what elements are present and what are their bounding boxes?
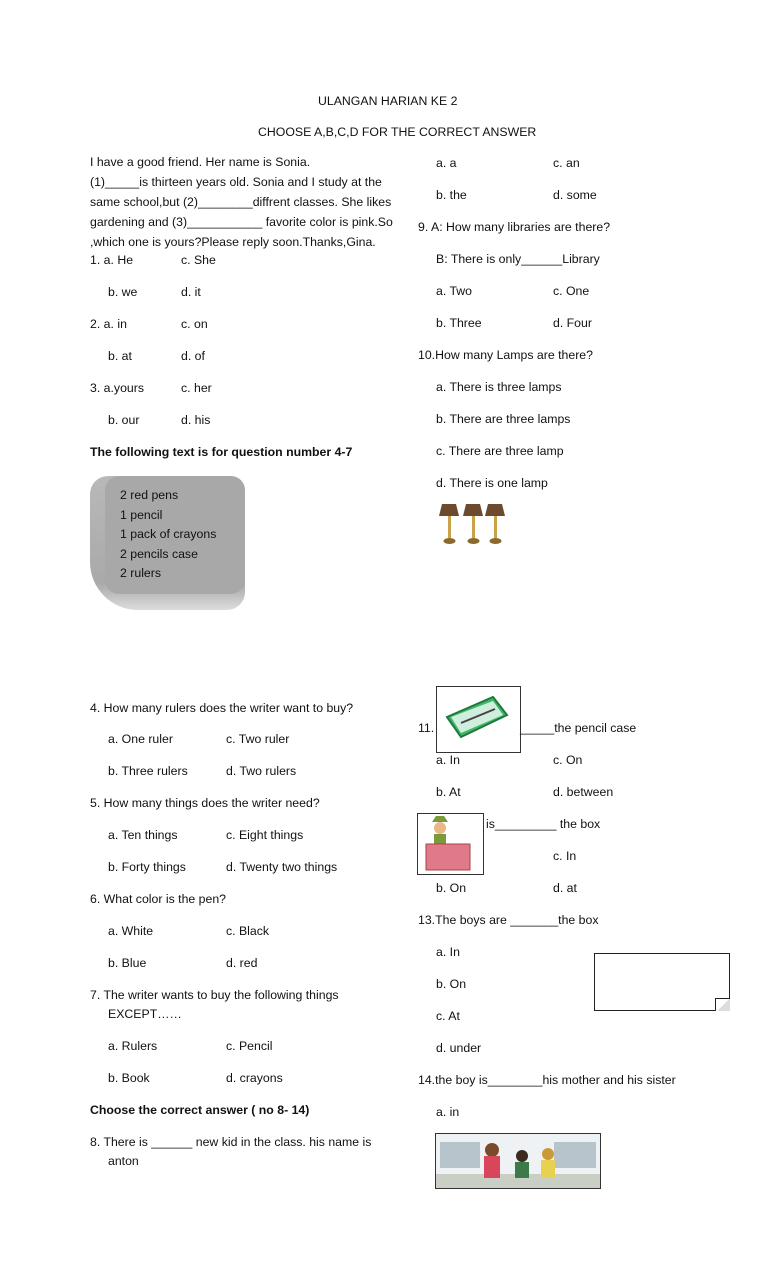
q6-option-a: a. White (108, 924, 154, 938)
q7-option-d: d. crayons (226, 1071, 283, 1085)
q7-option-a: a. Rulers (108, 1039, 158, 1053)
q7-question-cont: EXCEPT…… (108, 1007, 182, 1021)
q5-option-b: b. Forty things (108, 860, 186, 874)
q9-question: 9. A: How many libraries are there? (418, 220, 611, 234)
passage-line: (1)_____is thirteen years old. Sonia and I study at the (90, 175, 382, 189)
lamp-icon (439, 504, 459, 544)
q8-option-c: c. an (553, 156, 580, 170)
q10-option-d: d. There is one lamp (436, 476, 548, 490)
q6-option-d: d. red (226, 956, 258, 970)
note-box (594, 953, 730, 1011)
q10-option-b: b. There are three lamps (436, 412, 571, 426)
q4-option-a: a. One ruler (108, 732, 173, 746)
passage-line: I have a good friend. Her name is Sonia. (90, 155, 311, 169)
q6-question: 6. What color is the pen? (90, 892, 227, 906)
q1-option-b: b. we (108, 285, 138, 299)
list-item: 2 rulers (120, 566, 162, 580)
q10-question: 10.How many Lamps are there? (418, 348, 593, 362)
q8-option-b: b. the (436, 188, 467, 202)
q5-question: 5. How many things does the writer need? (90, 796, 320, 810)
list-item: 2 pencils case (120, 547, 198, 561)
q11-number: 11. (418, 721, 435, 735)
pencil-case-image (436, 686, 521, 753)
q3-option-c: c. her (181, 381, 212, 395)
lamp-icon (463, 504, 483, 544)
q2-option-b: b. at (108, 349, 132, 363)
q12-option-d: d. at (553, 881, 577, 895)
q9-answer-line: B: There is only______Library (436, 252, 600, 266)
q3-option-a: 3. a.yours (90, 381, 144, 395)
lamps-image (436, 502, 508, 546)
q4-question: 4. How many rulers does the writer want to buy? (90, 701, 354, 715)
q12-question: is_________ the box (486, 817, 601, 831)
q3-option-b: b. our (108, 413, 140, 427)
q5-option-d: d. Twenty two things (226, 860, 338, 874)
q9-option-d: d. Four (553, 316, 592, 330)
list-item: 1 pack of crayons (120, 527, 217, 541)
q11-question: _____the pencil case (520, 721, 637, 735)
list-item: 1 pencil (120, 508, 163, 522)
q2-option-d: d. of (181, 349, 205, 363)
q13-option-b: b. On (436, 977, 467, 991)
q7-question: 7. The writer wants to buy the following things (90, 988, 339, 1002)
lamp-icon (485, 504, 505, 544)
q4-option-d: d. Two rulers (226, 764, 297, 778)
q11-option-a: a. In (436, 753, 460, 767)
q7-option-b: b. Book (108, 1071, 150, 1085)
q8-option-a: a. a (436, 156, 457, 170)
q3-option-d: d. his (181, 413, 211, 427)
q4-option-b: b. Three rulers (108, 764, 188, 778)
q11-option-b: b. At (436, 785, 461, 799)
q1-option-a: 1. a. He (90, 253, 134, 267)
q2-option-c: c. on (181, 317, 208, 331)
q12-option-b: b. On (436, 881, 467, 895)
q7-option-c: c. Pencil (226, 1039, 273, 1053)
list-item: 2 red pens (120, 488, 179, 502)
q6-option-c: c. Black (226, 924, 270, 938)
q2-option-a: 2. a. in (90, 317, 127, 331)
doll-in-box-image (417, 813, 484, 875)
q5-option-c: c. Eight things (226, 828, 304, 842)
q12-option-c: c. In (553, 849, 577, 863)
q10-option-c: c. There are three lamp (436, 444, 564, 458)
q6-option-b: b. Blue (108, 956, 147, 970)
family-image (435, 1133, 601, 1189)
passage-line: ,which one is yours?Please reply soon.Thanks,Gina. (90, 235, 376, 249)
q14-option-a: a. in (436, 1105, 460, 1119)
section-heading: Choose the correct answer ( no 8- 14) (90, 1103, 310, 1117)
q8-question: 8. There is ______ new kid in the class. his name is (90, 1135, 372, 1149)
q13-option-d: d. under (436, 1041, 482, 1055)
passage-line: gardening and (3)___________ favorite color is pink.So (90, 215, 393, 229)
q1-option-c: c. She (181, 253, 216, 267)
q8-option-d: d. some (553, 188, 597, 202)
q13-option-c: c. At (436, 1009, 460, 1023)
q4-option-c: c. Two ruler (226, 732, 290, 746)
q11-option-c: c. On (553, 753, 583, 767)
page-title: ULANGAN HARIAN KE 2 (318, 94, 458, 108)
q9-option-c: c. One (553, 284, 590, 298)
q10-option-a: a. There is three lamps (436, 380, 562, 394)
instruction: CHOOSE A,B,C,D FOR THE CORRECT ANSWER (258, 125, 537, 139)
q11-option-d: d. between (553, 785, 614, 799)
passage-line: same school,but (2)________diffrent classes. She likes (90, 195, 392, 209)
q13-option-a: a. In (436, 945, 460, 959)
q5-option-a: a. Ten things (108, 828, 178, 842)
q1-option-d: d. it (181, 285, 201, 299)
section-heading: The following text is for question number 4-7 (90, 445, 353, 459)
q13-question: 13.The boys are _______the box (418, 913, 599, 927)
q9-option-a: a. Two (436, 284, 473, 298)
q8-question-cont: anton (108, 1154, 139, 1168)
q14-question: 14.the boy is________his mother and his sister (418, 1073, 676, 1087)
q9-option-b: b. Three (436, 316, 482, 330)
